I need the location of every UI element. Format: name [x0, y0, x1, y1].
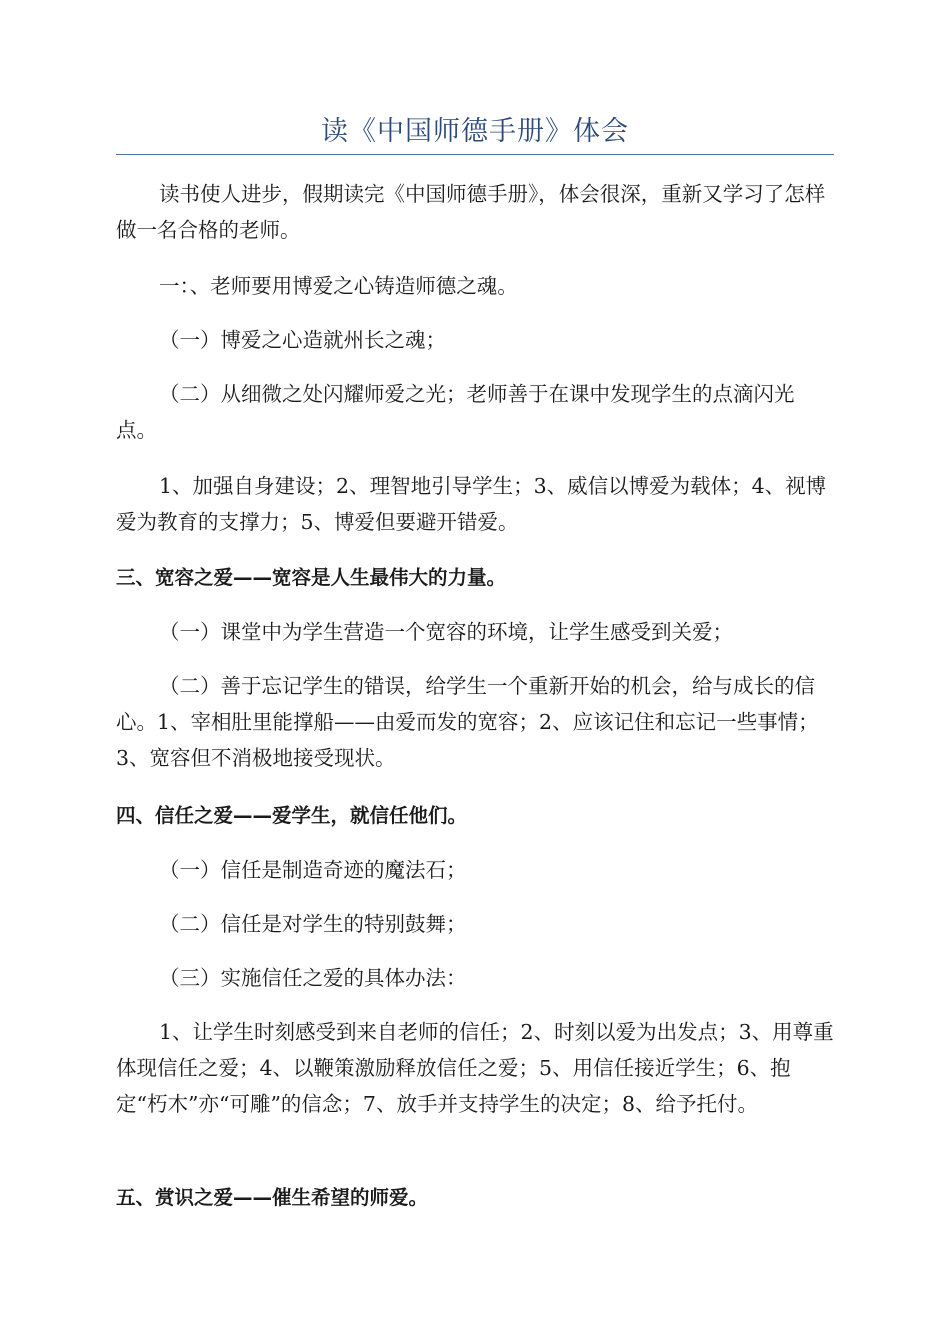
paragraph-item: （一）课堂中为学生营造一个宽容的环境，让学生感受到关爱； — [159, 620, 733, 644]
paragraph-item: （一）博爱之心造就州长之魂； — [159, 328, 446, 352]
paragraph-item: （二）善于忘记学生的错误，给学生一个重新开始的机会，给与成长的信心。1、宰相肚里能撑船——由爱而发的宽容；2、应该记住和忘记一些事情；3、宽容但不消极地接受现状。 — [116, 674, 819, 770]
section-heading: 五、赏识之爱——催生希望的师爱。 — [116, 1186, 429, 1209]
paragraph-item: （三）实施信任之爱的具体办法： — [159, 966, 467, 990]
paragraph-item: （二）信任是对学生的特别鼓舞； — [159, 912, 467, 936]
section-heading: 三、宽容之爱——宽容是人生最伟大的力量。 — [116, 566, 507, 589]
paragraph-section-1: 一：、老师要用博爱之心铸造师德之魂。 — [159, 274, 518, 298]
paragraph-item: （一）信任是制造奇迹的魔法石； — [159, 858, 467, 882]
paragraph-intro: 读书使人进步，假期读完《中国师德手册》，体会很深，重新又学习了怎样做一名合格的老师。 — [116, 182, 826, 242]
paragraph-list: 1、加强自身建设；2、理智地引导学生；3、威信以博爱为载体；4、视博爱为教育的支撑力；5、博爱但要避开错爱。 — [116, 474, 827, 534]
document-title: 读《中国师德手册》体会 — [321, 116, 629, 147]
title-underline — [116, 154, 834, 155]
section-heading: 四、信任之爱——爱学生，就信任他们。 — [116, 804, 468, 827]
paragraph-list: 1、让学生时刻感受到来自老师的信任；2、时刻以爱为出发点；3、用尊重体现信任之爱；4、以鞭策激励释放信任之爱；5、用信任接近学生；6、抱定“朽木”亦“可雕”的信念；7、放手并支持学生的决定；8、给予托付。 — [116, 1020, 834, 1116]
paragraph-item: （二）从细微之处闪耀师爱之光；老师善于在课中发现学生的点滴闪光点。 — [116, 382, 795, 442]
